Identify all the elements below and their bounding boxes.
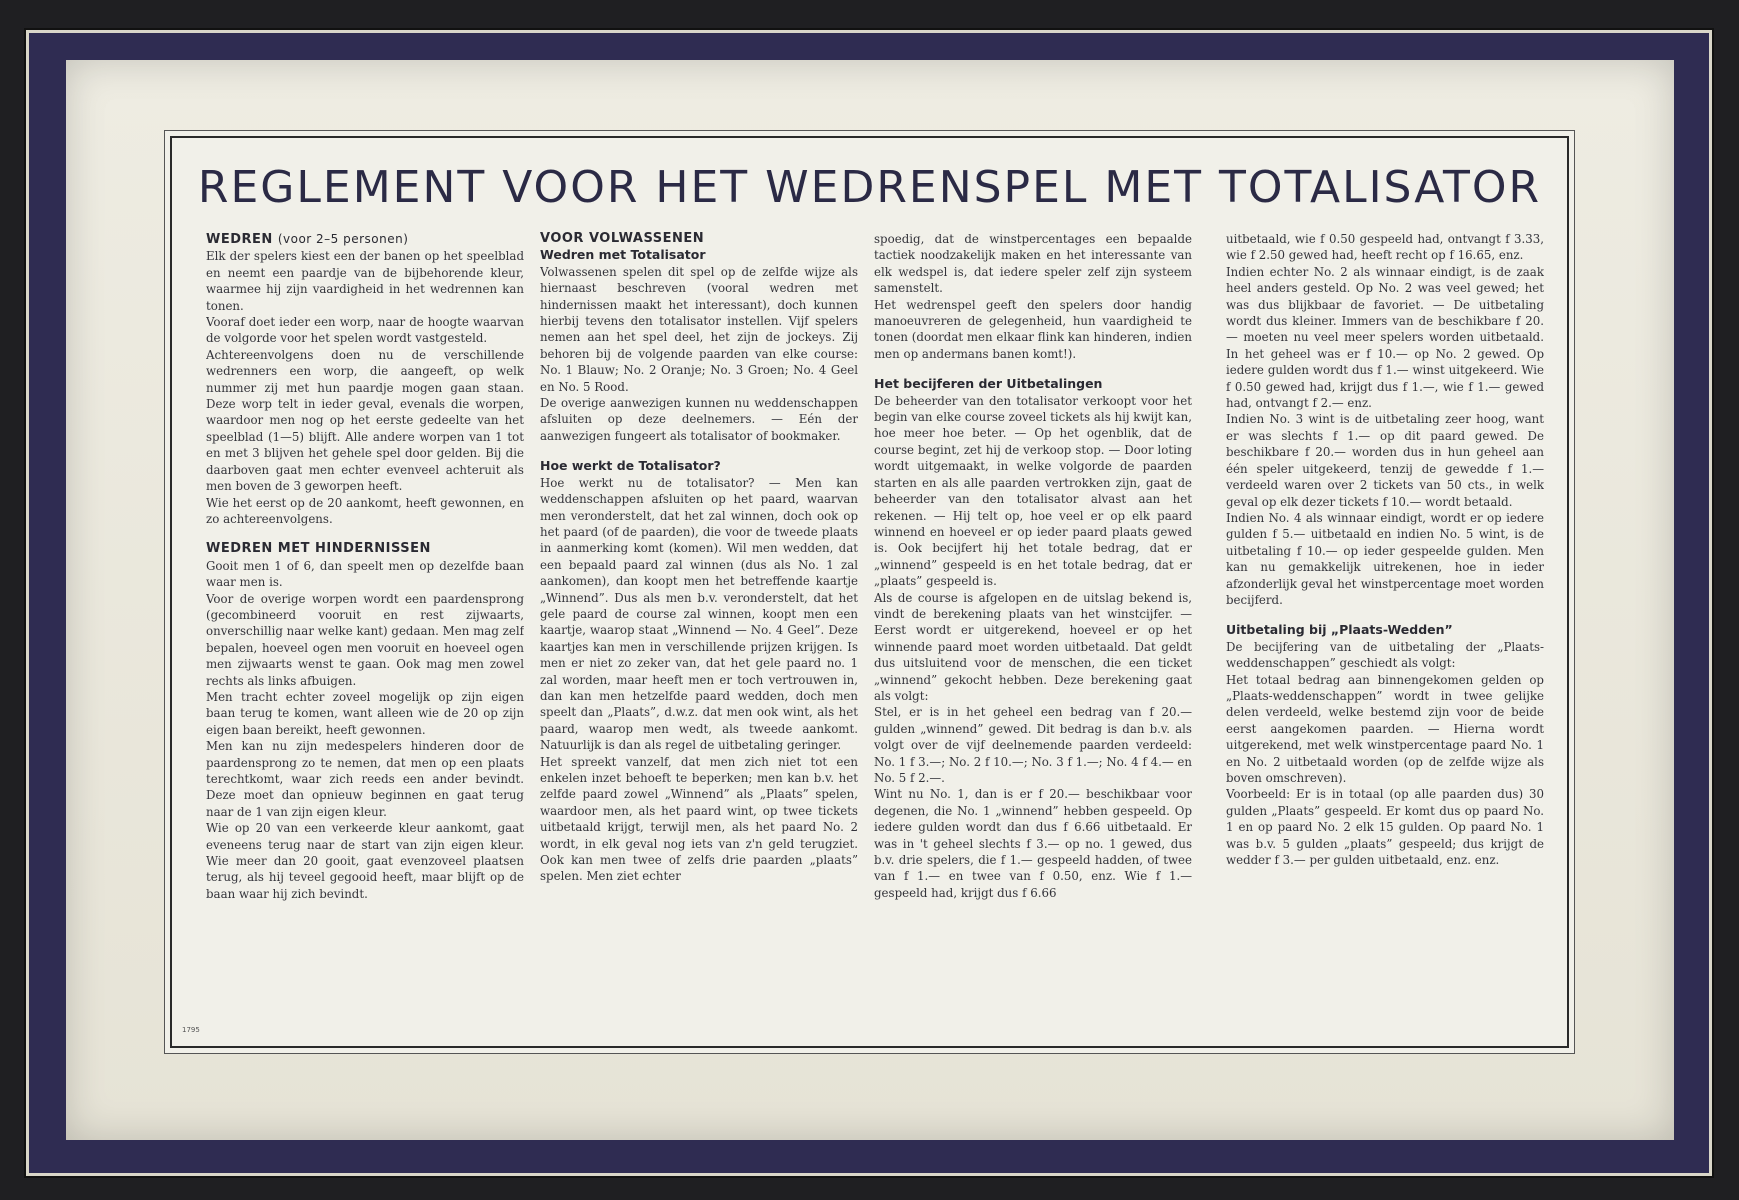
paragraph: Volwassenen spelen dit spel op de zelfde wijze als hiernaast beschreven (vooral wedren met hindernissen maakt het interessant), doch kunnen hierbij tevens den totalisator instellen. Vijf spelers nemen aan het spel deel, het zijn de jockeys. Zij behoren bij de volgende paarden van elke course: No. 1 Blauw; No. 2 Oranje; No. 3 Groen; No. 4 Geel en No. 5 Rood. bbox=[540, 264, 858, 394]
section-heading-volwassenen: VOOR VOLWASSENEN bbox=[540, 231, 705, 246]
paragraph: Voorbeeld: Er is in totaal (op alle paarden dus) 30 gulden „Plaats” gespeeld. Er komt dus op paard No. 1 en op paard No. 2 elk 15 gulden. Op paard No. 1 was b.v. 5 gulden „plaats” gespeeld; dus krijgt de wedder f 3.— per gulden uitbetaald, enz. enz. bbox=[1226, 787, 1544, 868]
paragraph: Het wedrenspel geeft den spelers door handig manoeuvreren de gelegenheid, hun vaardigheid te tonen (doordat men elkaar flink kan hinderen, indien men op andermans banen komt!). bbox=[874, 297, 1192, 361]
paragraph: Indien No. 4 als winnaar eindigt, wordt er op iedere gulden f 5.— uitbetaald en indien No. 5 wint, is de uitbetaling f 10.— op ieder gespeelde gulden. Men kan nu gemakkelijk uitrekenen, hoe in ieder afzonderlijk geval het winstpercentage moet worden becijferd. bbox=[1226, 510, 1544, 607]
paragraph: Men tracht echter zoveel mogelijk op zijn eigen baan terug te komen, want alleen wie de 20 op zijn eigen baan bereikt, heeft gewonnen. bbox=[206, 689, 524, 737]
page-title: REGLEMENT VOOR HET WEDRENSPEL MET TOTALISATOR bbox=[197, 162, 1542, 213]
column-1 bbox=[206, 231, 524, 1011]
paragraph: Wint nu No. 1, dan is er f 20.— beschikbaar voor degenen, die No. 1 „winnend” hebben gespeeld. Op iedere gulden wordt dan dus f 6.66 uitbetaald. Er was in 't geheel slechts f 3.— op no. 1 gewed, dus b.v. drie spelers, die f 1.— gespeeld hadden, of twee van f 1.— en twee van f 0.50, enz. Wie f 1.— gespeeld had, krijgt dus f 6.66 bbox=[874, 787, 1192, 900]
paragraph: Indien No. 3 wint is de uitbetaling zeer hoog, want er was slechts f 1.— op dit paard gewed. De beschikbare f 20.— worden dus in hun geheel aan één speler uitgekeerd, tenzij de gewedde f 1.— verdeeld waren over 2 tickets van 50 cts., in welk geval op elk dezer tickets f 10.— wordt betaald. bbox=[1226, 412, 1544, 509]
paragraph: De beheerder van den totalisator verkoopt voor het begin van elke course zoveel tickets als hij kwijt kan, hoe meer hoe beter. — Op het ogenblik, dat de course begint, zet hij de verkoop stop. — Door loting wordt uitgemaakt, in welke volgorde de paarden starten en als alle paarden vertrokken zijn, gaat de beheerder van den totalisator alvast aan het rekenen. — Hij telt op, hoe veel er op elk paard winnend en hoeveel er op ieder paard plaats gewed is. Ook becijfert hij het totale bedrag, dat er „winnend” gespeeld is en het totale bedrag, dat er „plaats” gespeeld is. bbox=[874, 393, 1192, 589]
paragraph: Wie het eerst op de 20 aankomt, heeft gewonnen, en zo achtereenvolgens. bbox=[206, 495, 524, 526]
paragraph: spoedig, dat de winstpercentages een bepaalde tactiek noodzakelijk maken en het interessante van elk wedspel is, dat iedere speler zelf zijn systeem samenstelt. bbox=[874, 232, 1192, 296]
paragraph: uitbetaald, wie f 0.50 gespeeld had, ontvangt f 3.33, wie f 2.50 gewed had, heeft recht op f 16.65, enz. bbox=[1226, 232, 1544, 263]
paragraph: Voor de overige worpen wordt een paardensprong (gecombineerd vooruit en rest zijwaarts, onverschillig naar welke kant) gedaan. Men mag zelf bepalen, hoeveel ogen men vooruit en hoeveel ogen men zijwaarts wenst te gaan. Ook mag men zowel rechts als links afbuigen. bbox=[206, 591, 524, 688]
section-heading-plaats-wedden: Uitbetaling bij „Plaats-Wedden” bbox=[1226, 622, 1453, 638]
paragraph: Vooraf doet ieder een worp, naar de hoogte waarvan de volgorde voor het spelen wordt vastgesteld. bbox=[206, 315, 524, 346]
paragraph: Het spreekt vanzelf, dat men zich niet tot een enkelen inzet behoeft te beperken; men kan b.v. het zelfde paard zowel „Winnend” als „Plaats” spelen, waardoor men, als het paard wint, op twee tickets uitbetaald krijgt, terwijl men, als het paard No. 2 wordt, in elk geval nog iets van z'n geld terugziet. Ook kan men twee of zelfs drie paarden „plaats” spelen. Men ziet echter bbox=[540, 754, 858, 884]
paragraph: Indien echter No. 2 als winnaar eindigt, is de zaak heel anders gesteld. Op No. 2 was veel gewed; het was dus blijkbaar de favoriet. — De uitbetaling wordt dus kleiner. Immers van de beschikbare f 20.— moeten nu veel meer spelers worden uitbetaald. In het geheel was er f 10.— op No. 2 gewed. Op iedere gulden wordt dus f 1.— winst uitgekeerd. Wie f 0.50 gewed had, krijgt dus f 1.—, wie f 1.— gewed had, ontvangt f 2.— enz. bbox=[1226, 264, 1544, 411]
paragraph: Als de course is afgelopen en de uitslag bekend is, vindt de berekening plaats van het winstcijfer. — Eerst wordt er uitgerekend, hoeveel er op het winnende paard moet worden uitbetaald. Dat geldt dus uitsluitend voor de menschen, die een ticket „winnend” gekocht hebben. Deze berekening gaat als volgt: bbox=[874, 590, 1192, 703]
paragraph: Wie op 20 van een verkeerde kleur aankomt, gaat eveneens terug naar de start van zijn eigen kleur. Wie meer dan 20 gooit, gaat evenzoveel plaatsen terug, als hij teveel gegooid heeft, maar blijft op de baan waar hij zich bevindt. bbox=[206, 821, 524, 901]
paragraph: Men kan nu zijn medespelers hinderen door de paardensprong zo te nemen, dat men op een plaats terechtkomt, waar zich reeds een ander bevindt. Deze moet dan opnieuw beginnen en gaat terug naar de 1 van zijn eigen kleur. bbox=[206, 739, 524, 819]
print-code: 1795 bbox=[182, 1026, 200, 1034]
paragraph: De becijfering van de uitbetaling der „Plaats-weddenschappen” geschiedt als volgt: bbox=[1226, 639, 1544, 671]
paragraph: Stel, er is in het geheel een bedrag van f 20.— gulden „winnend” gewed. Dit bedrag is dan b.v. als volgt over de vijf deelnemende paarden verdeeld: No. 1 f 3.—; No. 2 f 10.—; No. 3 f 1.—; No. 4 f 4.— en No. 5 f 2.—. bbox=[874, 705, 1192, 785]
paragraph: Het totaal bedrag aan binnengekomen gelden op „Plaats-weddenschappen” wordt in twee gelijke delen verdeeld, welke bestemd zijn voor de beide eerst aangekomen paarden. — Hierna wordt uitgerekend, met welk winstpercentage paard No. 1 en No. 2 uitbetaald worden (op de zelfde wijze als boven omschreven). bbox=[1226, 672, 1544, 785]
column-4 bbox=[1226, 231, 1544, 1011]
section-heading-wedren: WEDREN (voor 2–5 personen) bbox=[206, 232, 409, 247]
paragraph: Elk der spelers kiest een der banen op het speelblad en neemt een paardje van de bijbehorende kleur, waarmee hij zijn vaardigheid in het wedrennen kan tonen. bbox=[206, 249, 524, 313]
column-3 bbox=[874, 231, 1192, 1011]
paragraph: Gooit men 1 of 6, dan speelt men op dezelfde baan waar men is. bbox=[206, 558, 524, 590]
column-2 bbox=[540, 231, 858, 1011]
paragraph: Hoe werkt nu de totalisator? — Men kan weddenschappen afsluiten op het paard, waarvan men veronderstelt, dat het zal winnen, doch ook op het paard (of de paarden), die voor de tweede plaats in aanmerking komt (komen). Wil men wedden, dat een bepaald paard zal winnen (dus als No. 1 zal aankomen), dan koopt men het betreffende kaartje „Winnend”. Dus als men b.v. veronderstelt, dat het gele paard de course zal winnen, koopt men een kaartje, waarop staat „Winnend — No. 4 Geel”. Deze kaartjes kan men in verschillende prijzen krijgen. Is men er niet zo zeker van, dat het gele paard no. 1 zal worden, maar heeft men er toch vertrouwen in, dan kan men hetzelfde paard wedden, doch men speelt dan „Plaats”, d.w.z. dat men ook wint, als het paard, waarop men wedt, als tweede aankomt. Natuurlijk is dan als regel de uitbetaling geringer. bbox=[540, 475, 858, 753]
paragraph: De overige aanwezigen kunnen nu weddenschappen afsluiten op deze deelnemers. — Eén der aanwezigen fungeert als totalisator of bookmaker. bbox=[540, 396, 858, 443]
rules-sheet bbox=[170, 136, 1569, 1048]
section-heading-hoe-werkt: Hoe werkt de Totalisator? bbox=[540, 458, 721, 474]
subheading-totalisator: Wedren met Totalisator bbox=[540, 247, 706, 263]
section-heading-becijferen: Het becijferen der Uitbetalingen bbox=[874, 376, 1103, 392]
paragraph: Achtereenvolgens doen nu de verschillende wedrenners een worp, die aangeeft, op welk nummer zij met hun paardje mogen gaan staan. Deze worp telt in ieder geval, evenals die worpen, waardoor men nog op het eerste gedeelte van het speelblad (1—5) blijft. Alle andere worpen van 1 tot en met 3 blijven het gehele spel door gelden. Bij die daarboven gaat men echter evenveel achteruit als men boven de 3 geworpen heeft. bbox=[206, 347, 524, 494]
section-heading-hindernissen: WEDREN MET HINDERNISSEN bbox=[206, 541, 431, 557]
